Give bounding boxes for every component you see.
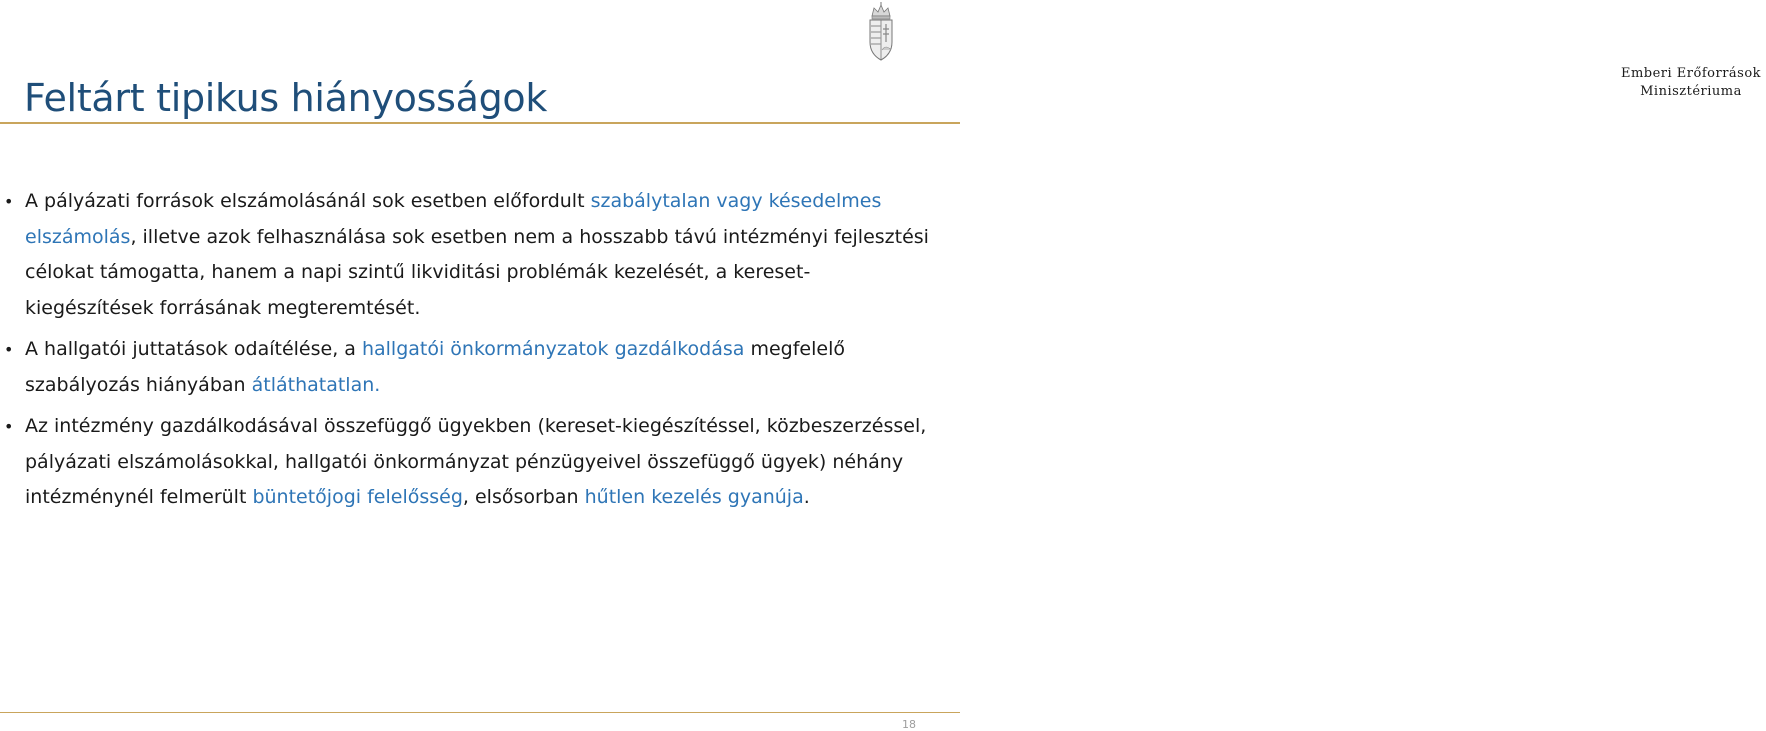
highlighted-text: hallgatói önkormányzatok gazdálkodása [361,338,745,360]
bullet-dot-icon: • [4,192,14,211]
bullet-item [0,409,930,516]
text-segment: Az intézmény gazdálkodásával összefüggő ügyekben (kereset-kiegészítéssel, közbeszerzéssel, pályázati elszámolásokkal, hallgatói önkormányzat pénzügyeivel összefüggő ügyek) néhány intézménynél felmerült [25,415,927,508]
highlighted-text: szabálytalan vagy késedelmes elszámolás [25,190,882,248]
highlighted-text: büntetőjogi felelősség [252,486,463,508]
text-segment: A pályázati források elszámolásánál sok esetben előfordult [25,190,591,212]
bullet-dot-icon: • [4,340,14,359]
coat-of-arms-icon [862,2,900,66]
title-divider [0,122,960,124]
text-segment: A hallgatói juttatások odaítélése, a [25,338,362,360]
page-number: 18 [902,718,916,731]
text-segment: , illetve azok felhasználása sok esetben nem a hosszabb távú intézményi fejlesztési célokat támogatta, hanem a napi szintű likviditási problémák kezelését, a kereset-kiegészítések forrásának megteremtését. [25,225,929,319]
text-segment: , elsősorban [462,486,585,508]
bullet-item [0,332,930,403]
highlighted-text: hűtlen kezelés gyanúja [584,486,804,508]
slide-title: Feltárt tipikus hiányosságok [24,76,548,120]
ministry-name-line2: Minisztériuma [1640,84,1742,99]
highlighted-text: átláthatatlan. [251,373,381,396]
footer-divider [0,712,960,713]
text-segment: . [803,486,810,508]
bullet-item [0,184,930,326]
ministry-name-line1: Emberi Erőforrások [1620,66,1762,81]
text-segment: megfelelő szabályozás hiányában [25,338,845,396]
ministry-logo [808,0,1762,104]
bullet-dot-icon: • [4,417,14,436]
bullet-list [0,184,930,522]
